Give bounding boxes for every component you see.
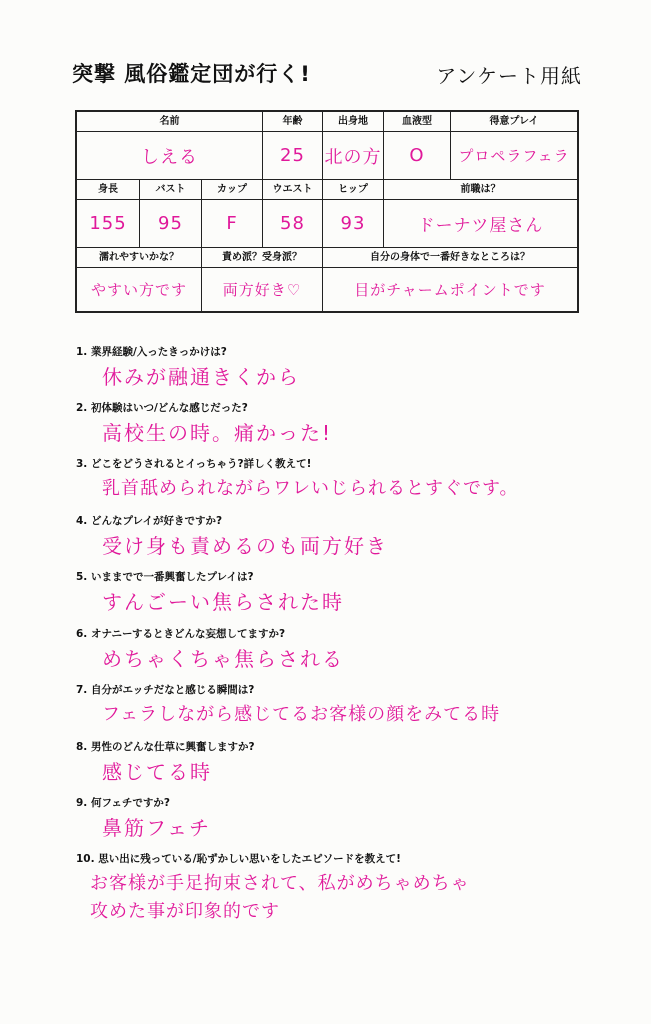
- value-blood-type: O: [384, 132, 451, 180]
- value-age: 25: [263, 132, 323, 180]
- question-text: 8. 男性のどんな仕草に興奮しますか?: [76, 741, 255, 753]
- label-favorite-part: 自分の身体で一番好きなところは？: [323, 248, 577, 268]
- header: [72, 58, 592, 90]
- value-wet: やすい方です: [77, 268, 202, 311]
- question-5: [76, 570, 616, 615]
- label-name: 名前: [77, 112, 263, 132]
- label-hip: ヒップ: [323, 180, 384, 200]
- question-text: 1. 業界経験/入ったきっかけは?: [76, 346, 227, 358]
- question-text: 7. 自分がエッチだなと感じる瞬間は?: [76, 684, 255, 696]
- value-specialty: プロペラフェラ: [451, 132, 577, 180]
- question-3: [76, 457, 616, 502]
- question-text: 9. 何フェチですか?: [76, 797, 171, 809]
- answer-text: すんごーい焦らされた時: [102, 590, 344, 614]
- value-s-or-m: 両方好き♡: [202, 268, 323, 311]
- question-8: [76, 740, 616, 785]
- label-waist: ウエスト: [263, 180, 323, 200]
- question-text: 3. どこをどうされるとイっちゃう?詳しく教えて!: [76, 458, 312, 470]
- value-name: しえる: [77, 132, 263, 180]
- label-specialty: 得意プレイ: [451, 112, 577, 132]
- value-cup: F: [202, 200, 263, 248]
- question-2: [76, 401, 616, 446]
- answer-text-line-2: 攻めた事が印象的です: [90, 901, 280, 922]
- value-hip: 93: [323, 200, 384, 248]
- answer-text-line-1: お客様が手足拘束されて、私がめちゃめちゃ: [90, 873, 470, 894]
- answer-text: 乳首舐められながらワレいじられるとすぐです。: [102, 478, 519, 499]
- answer-text: 鼻筋フェチ: [102, 816, 211, 840]
- label-age: 年齢: [263, 112, 323, 132]
- answer-text: 感じてる時: [102, 760, 212, 784]
- question-9: [76, 796, 616, 841]
- value-favorite-part: 目がチャームポイントです: [354, 281, 546, 299]
- question-1: [76, 345, 616, 390]
- question-text: 10. 思い出に残っている/恥ずかしい思いをしたエピソードを教えて!: [76, 853, 401, 865]
- value-birthplace: 北の方: [323, 132, 384, 180]
- question-text: 4. どんなプレイが好きですか?: [76, 515, 223, 527]
- label-cup: カップ: [202, 180, 263, 200]
- label-wet: 濡れやすいかな？: [77, 248, 202, 268]
- value-height: 155: [77, 200, 140, 248]
- answer-text: 受け身も責めるのも両方好き: [102, 534, 388, 558]
- label-previous-job: 前職は？: [384, 180, 577, 200]
- value-previous-job: ドーナツ屋さん: [384, 200, 577, 248]
- answer-text: 高校生の時。痛かった!: [102, 421, 333, 445]
- label-s-or-m: 責め派？受身派？: [202, 248, 323, 268]
- question-7: [76, 683, 616, 728]
- question-text: 2. 初体験はいつ/どんな感じだった?: [76, 402, 248, 414]
- answer-text: 休みが融通きくから: [102, 365, 300, 389]
- label-blood-type: 血液型: [384, 112, 451, 132]
- question-4: [76, 514, 616, 559]
- form-title: アンケート用紙: [436, 64, 582, 88]
- question-10: [76, 852, 616, 925]
- answer-text: めちゃくちゃ焦らされる: [102, 647, 344, 671]
- answer-text: フェラしながら感じてるお客様の顔をみてる時: [102, 704, 501, 725]
- question-text: 5. いままでで一番興奮したプレイは?: [76, 571, 254, 583]
- question-text: 6. オナニーするときどんな妄想してますか?: [76, 628, 286, 640]
- magazine-title: 突撃 風俗鑑定団が行く!: [72, 62, 311, 86]
- label-height: 身長: [77, 180, 140, 200]
- label-bust: バスト: [140, 180, 202, 200]
- profile-table: [75, 110, 579, 313]
- value-waist: 58: [263, 200, 323, 248]
- label-birthplace: 出身地: [323, 112, 384, 132]
- question-6: [76, 627, 616, 672]
- value-bust: 95: [140, 200, 202, 248]
